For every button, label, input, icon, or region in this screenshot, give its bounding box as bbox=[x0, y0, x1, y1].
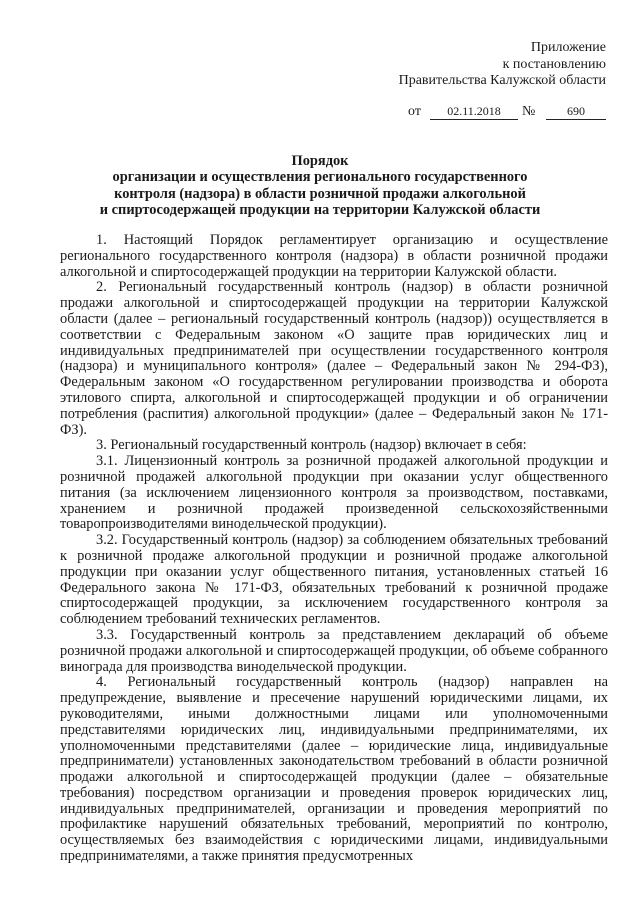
document-body bbox=[60, 233, 608, 865]
title-line-2: организации и осуществления регионального государственного bbox=[112, 169, 528, 186]
annex-date-row bbox=[356, 104, 606, 120]
paragraph: 3.3. Государственный контроль за представлением деклараций об объеме розничной продажи алкогольной и спиртосодержащей продукции, об объеме собранного винограда для производства винодельческой продукции. bbox=[60, 626, 608, 675]
paragraph: 1. Настоящий Порядок регламентирует организацию и осуществление регионального государственного контроля (надзора) в области розничной продажи алкогольной и спиртосодержащей продукции на территории Калужской области. bbox=[60, 232, 608, 280]
paragraph: 2. Региональный государственный контроль (надзор) в области розничной продажи алкогольной и спиртосодержащей продукции на территории Калужской области (далее – региональный государственный контроль (надзор)) осуществляется в соответствии с Федеральным законом «О защите прав юридических лиц и индивидуальных предпринимателей при осуществлении государственного контроля (надзора) и муниципального контроля» (далее – Федеральный закон № 294-ФЗ), Федеральным законом «О государственном регулировании производства и оборота этилового спирта, алкогольной и спиртосодержащей продукции и об ограничении потребления (распития) алкогольной продукции» (далее – Федеральный закон № 171-ФЗ). bbox=[60, 279, 608, 438]
decree-date: 02.11.2018 bbox=[430, 104, 518, 120]
annex-line-1: Приложение bbox=[530, 40, 606, 55]
decree-number: 690 bbox=[546, 104, 606, 120]
from-label: от bbox=[408, 104, 421, 119]
paragraph: 4. Региональный государственный контроль (надзор) направлен на предупреждение, выявление и пресечение нарушений юридическими лицами, их руководителями, иными должностными лицами или уполномоченными представителями юридических лиц, индивидуальными предпринимателями, их уполномоченными представителями (далее – юридические лица, индивидуальные предприниматели) установленных законодательством требований в области розничной продажи алкогольной и спиртосодержащей продукции (далее – обязательные требования) посредством организации и проведения проверок юридических лиц, индивидуальных предпринимателей, организации и проведения мероприятий по профилактике нарушений обязательных требований, мероприятий по контролю, осуществляемых без взаимодействия с юридическими лицами, индивидуальными предпринимателями, а также принятия предусмотренных bbox=[60, 674, 608, 865]
annex-header bbox=[356, 40, 606, 90]
title-line-3: контроля (надзора) в области розничной продажи алкогольной bbox=[114, 185, 526, 202]
number-label: № bbox=[522, 104, 536, 119]
paragraph: 3.2. Государственный контроль (надзор) за соблюдением обязательных требований к розничной продаже алкогольной продукции и розничной продаже алкогольной продукции при оказании услуг общественного питания, установленных статьей 16 Федерального закона № 171-ФЗ, обязательных требований к розничной продаже спиртосодержащей продукции, за исключением государственного контроля за соблюдением требований технических регламентов. bbox=[60, 532, 608, 628]
annex-line-2: к постановлению bbox=[502, 56, 606, 72]
document-title bbox=[60, 153, 580, 219]
paragraph: 3. Региональный государственный контроль (надзор) включает в себя: bbox=[96, 437, 527, 454]
title-line-1: Порядок bbox=[291, 153, 349, 169]
paragraph: 3.1. Лицензионный контроль за розничной продажей алкогольной продукции и розничной продажей алкогольной продукции при оказании услуг общественного питания (за исключением лицензионного контроля за производством, поставками, хранением и розничной продажей произведенной сельскохозяйственными товаропроизводителями винодельческой продукции). bbox=[60, 453, 608, 533]
annex-line-3: Правительства Калужской области bbox=[398, 73, 606, 88]
title-line-4: и спиртосодержащей продукции на территории Калужской области bbox=[99, 202, 541, 219]
